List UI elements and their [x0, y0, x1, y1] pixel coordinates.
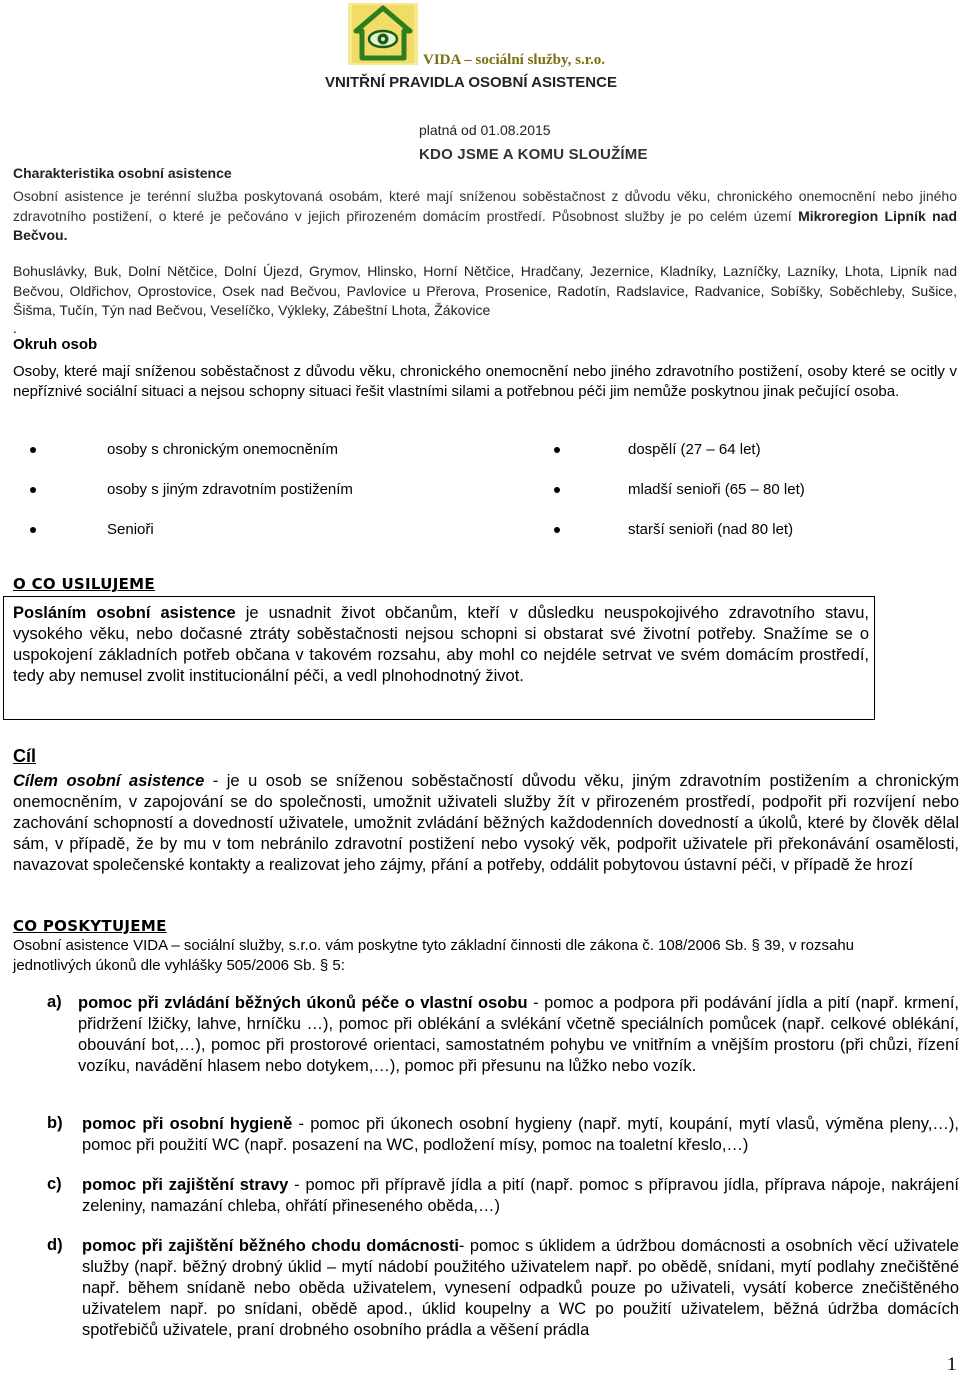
villages-list: Bohuslávky, Buk, Dolní Nětčice, Dolní Újezd, Grymov, Hlinsko, Horní Nětčice, Hradčany, Jezernice, Kladníky, Lazníčky, Lazníky, Lhota, Lipník nad Bečvou, Oldřichov, Oprostovice, Osek nad Bečvou, Pavlovice u Přerova, Prosenice, Radotín, Radslavice, Radvanice, Sobíšky, Soběchleby, Sušice, Šišma, Tučín, Týn nad Bečvou, Veselíčko, Výkleky, Zábeštní Lhota, Žákovice	[13, 263, 957, 318]
service-text: - pomoc s úklidem a údržbou domácnosti a osobních věcí uživatele služby (např. běžný drobný úklid – mytí nádobí použitého uživatelem např. po obědě, snídani, mytí podlahy znečištěné např. během snídaně nebo oběda uživatelem, vynesení odpadků pouze po uživateli, vysátí koberce znečištěného uživatelem např. po snídani, obědě apod., úklid koupelny a WC po použití uživatelem, běžná údržba domácích spotřebičů uživatele, praní drobného osobního prádla a věšení prádla	[82, 1237, 959, 1339]
mission-lead: Posláním osobní asistence	[13, 604, 236, 622]
stray-dot: .	[13, 320, 17, 336]
characteristics-text: Osobní asistence je terénní služba poskytovaná osobám, které mají sníženou soběstačnost z důvodu věku, chronického onemocnění nebo jiného zdravotního postižení, o které je pečováno v jejich přirozeném domácím prostředí. Působnost služby je po celém území	[13, 188, 957, 224]
service-title: pomoc při zvládání běžných úkonů péče o vlastní osobu	[78, 994, 528, 1012]
service-item-b	[47, 1114, 959, 1156]
company-logo	[348, 3, 418, 65]
bullet-right-1: dospělí (27 – 64 let)	[628, 441, 761, 458]
service-title: pomoc při zajištění běžného chodu domácnosti	[82, 1237, 459, 1255]
service-text: - pomoc při přípravě jídla a pití (např. pomoc s přípravou jídla, příprava nápoje, nakrájení zeleniny, namazání chleba, ohřátí přineseného oběda,…)	[82, 1176, 959, 1215]
valid-from: platná od 01.08.2015	[419, 122, 551, 138]
bullet-left-1: osoby s chronickým onemocněním	[107, 441, 338, 458]
mission-text	[13, 603, 869, 687]
services-heading: CO POSKYTUJEME	[13, 917, 167, 935]
service-label: c)	[47, 1175, 62, 1193]
service-item-d	[47, 1236, 959, 1341]
characteristics-paragraph	[13, 187, 957, 246]
section-title: KDO JSME A KOMU SLOUŽÍME	[419, 146, 648, 163]
mission-body: je usnadnit život občanům, kteří v důsledku neuspokojivého zdravotního stavu, vysokého věku, nebo dočasné ztráty soběstačnosti nejsou schopni si obstarat své životní potřeby. Snažíme se o uspokojení základních potřeb občana v takovém rozsahu, aby mohl co nejdéle setrvat ve svém domácím prostředí, tedy aby nemusel zvolit institucionální péči, a vedl plnohodnotný život.	[13, 604, 869, 685]
service-label: a)	[47, 993, 62, 1011]
bullet-right-3: starší senioři (nad 80 let)	[628, 521, 794, 538]
goal-heading: Cíl	[13, 746, 37, 766]
characteristics-heading: Charakteristika osobní asistence	[13, 165, 232, 181]
mission-heading: O CO USILUJEME	[13, 575, 155, 593]
services-intro: Osobní asistence VIDA – sociální služby, s.r.o. vám poskytne tyto základní činnosti dle zákona č. 108/2006 Sb. § 39, v rozsahu jednotlivých úkonů dle vyhlášky 505/2006 Sb. § 5:	[13, 937, 855, 974]
goal-body: - je u osob se sníženou soběstačností důvodu věku, jiným zdravotním postižením a chronickým onemocněním, v zapojování se do společnosti, umožnit uživateli služby žít v přirozeném prostředí, podpořit při rozvíjení nebo zachování schopností a dovedností uživatele, umožnit zvládání běžných každodenních dovedností a úkolů, které by člověk dělal sám, v případě, že by mu v tom nebránilo zdravotní postižení nebo vysoký věk, podpořit uživatele při překonávání osamělosti, navazovat společenské kontakty a realizovat jeho zájmy, přání a potřeby, oddálit pobytovou ústavní péči, v případě že hrozí	[13, 772, 959, 874]
bullet-right-2: mladší senioři (65 – 80 let)	[628, 481, 805, 498]
goal-text	[13, 771, 959, 876]
page-number: 1	[947, 1354, 957, 1375]
service-label: d)	[47, 1236, 63, 1254]
target-group-heading: Okruh osob	[13, 336, 98, 353]
service-item-a	[47, 993, 959, 1077]
document-title: VNITŘNÍ PRAVIDLA OSOBNÍ ASISTENCE	[325, 74, 617, 91]
service-label: b)	[47, 1114, 63, 1132]
service-item-c	[47, 1175, 959, 1217]
service-title: pomoc při zajištění stravy	[82, 1176, 289, 1194]
bullet-left-3: Senioři	[107, 521, 154, 538]
region-name: Mikroregion Lipník nad Bečvou.	[13, 207, 957, 243]
goal-lead: Cílem osobní asistence	[13, 772, 205, 790]
service-text: - pomoc při úkonech osobní hygieny (např. mytí, koupání, mytí vlasů, výměna pleny,…), pomoc při použití WC (např. posazení na WC, podložení mísy, pomoc na toaletní křeslo,…)	[82, 1115, 959, 1154]
company-name: VIDA – sociální služby, s.r.o.	[423, 52, 605, 68]
service-text: - pomoc a podpora při podávání jídla a pití (např. krmení, přidržení lžičky, lahve, hrníčku …), pomoc při oblékání a svlékání včetně speciálních pomůcek (např. celkové oblékání, obouvání bot,…), pomoc při prostorové orientaci, samostatném pohybu ve vnitřním a vnějším prostoru (při chůzi, řízení vozíku, navádění hlasem nebo dotykem,…), pomoc při přesunu na lůžko nebo vozík.	[78, 994, 959, 1075]
target-group-text: Osoby, které mají sníženou soběstačnost z důvodu věku, chronického onemocnění nebo jiného zdravotního postižení, osoby které se ocitly v nepříznivé sociální situaci a nejsou schopny situaci řešit vlastními silami a potřebnou péči jim nemůže poskytnou jinak pečující osoba.	[13, 363, 957, 400]
bullet-left-2: osoby s jiným zdravotním postižením	[107, 481, 353, 498]
service-title: pomoc při osobní hygieně	[82, 1115, 293, 1133]
